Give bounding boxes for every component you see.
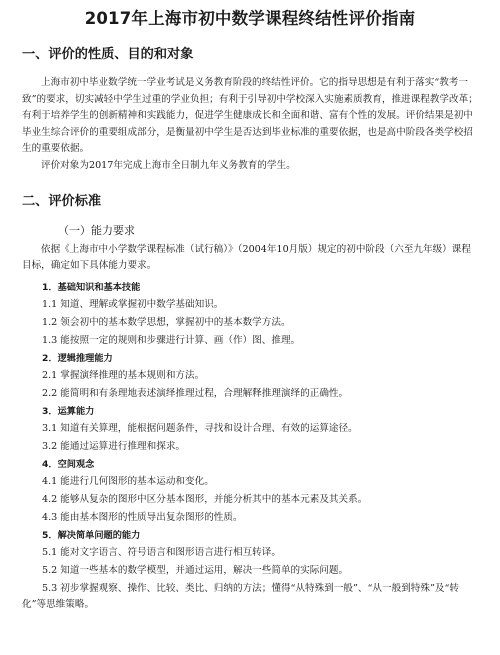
section-spacer [22,175,478,193]
list-item: 5.3 初步掌握观察、操作、比较、类比、归纳的方法；懂得“从特殊到一般”、“从一般到特殊”及“转化”等思维策略。 [22,582,459,611]
group-heading-2: 2．逻辑推理能力 [42,352,113,364]
group-heading-4: 4．空间观念 [42,458,95,470]
section1-paragraph-1: 上海市初中毕业数学统一学业考试是义务教育阶段的终结性评价。它的指导思想是有利于落实“教考一致”的要求，切实减轻中学生过重的学业负担；有利于引导初中学校深入实施素质教育，推进课程教学改革；有利于培养学生的创新精神和实践能力，促进学生健康成长和全面和谐、富有个性的发展。评价结果是初中毕业生综合评价的重要组成部分，是衡量初中学生是否达到毕业标准的重要依据，也是高中阶段各类学校招生的重要依据。 [22,77,478,155]
list-item: 1.3 能按照一定的规则和步骤进行计算、画（作）图、推理。 [42,334,301,346]
section1-paragraph-2: 评价对象为2017年完成上海市全日制九年义务教育的学生。 [41,159,296,171]
section-heading-2: 二、评价标准 [22,193,102,209]
list-item: 4.1 能进行几何图形的基本运动和变化。 [42,475,214,487]
list-item: 5.2 知道一些基本的数学模型，并通过运用，解决一些简单的实际问题。 [42,564,349,576]
list-item: 1.2 领会初中的基本数学思想，掌握初中的基本数学方法。 [42,316,291,328]
group-heading-5: 5．解决简单问题的能力 [42,529,141,541]
list-item: 3.2 能通过运算进行推理和探求。 [42,440,186,452]
group-heading-3: 3．运算能力 [42,405,95,417]
group-heading-1: 1．基础知识和基本技能 [42,281,141,293]
list-item: 2.2 能简明和有条理地表述演绎推理过程，合理解释推理演绎的正确性。 [42,387,349,399]
list-item: 4.2 能够从复杂的图形中区分基本图形，并能分析其中的基本元素及其关系。 [42,493,368,505]
subsection-heading: （一）能力要求 [58,223,135,237]
list-item: 1.1 知道、理解或掌握初中数学基础知识。 [42,298,224,310]
list-item: 5.1 能对文字语言、符号语言和图形语言进行相互转译。 [42,546,281,558]
list-item: 2.1 掌握演绎推理的基本规则和方法。 [42,369,205,381]
section-heading-1: 一、评价的性质、目的和对象 [22,47,194,62]
document-title: 2017年上海市初中数学课程终结性评价指南 [84,9,416,28]
spacer [22,275,478,278]
list-item: 3.1 知道有关算理，能根据问题条件，寻找和设计合理、有效的运算途径。 [42,422,358,434]
list-item: 4.3 能由基本图形的性质导出复杂图形的性质。 [42,511,243,523]
section2-intro-paragraph: 依据《上海市中小学数学课程标准（试行稿）》（2004年10月版）规定的初中阶段（六至九年级）课程目标，确定如下具体能力要求。 [22,243,471,272]
